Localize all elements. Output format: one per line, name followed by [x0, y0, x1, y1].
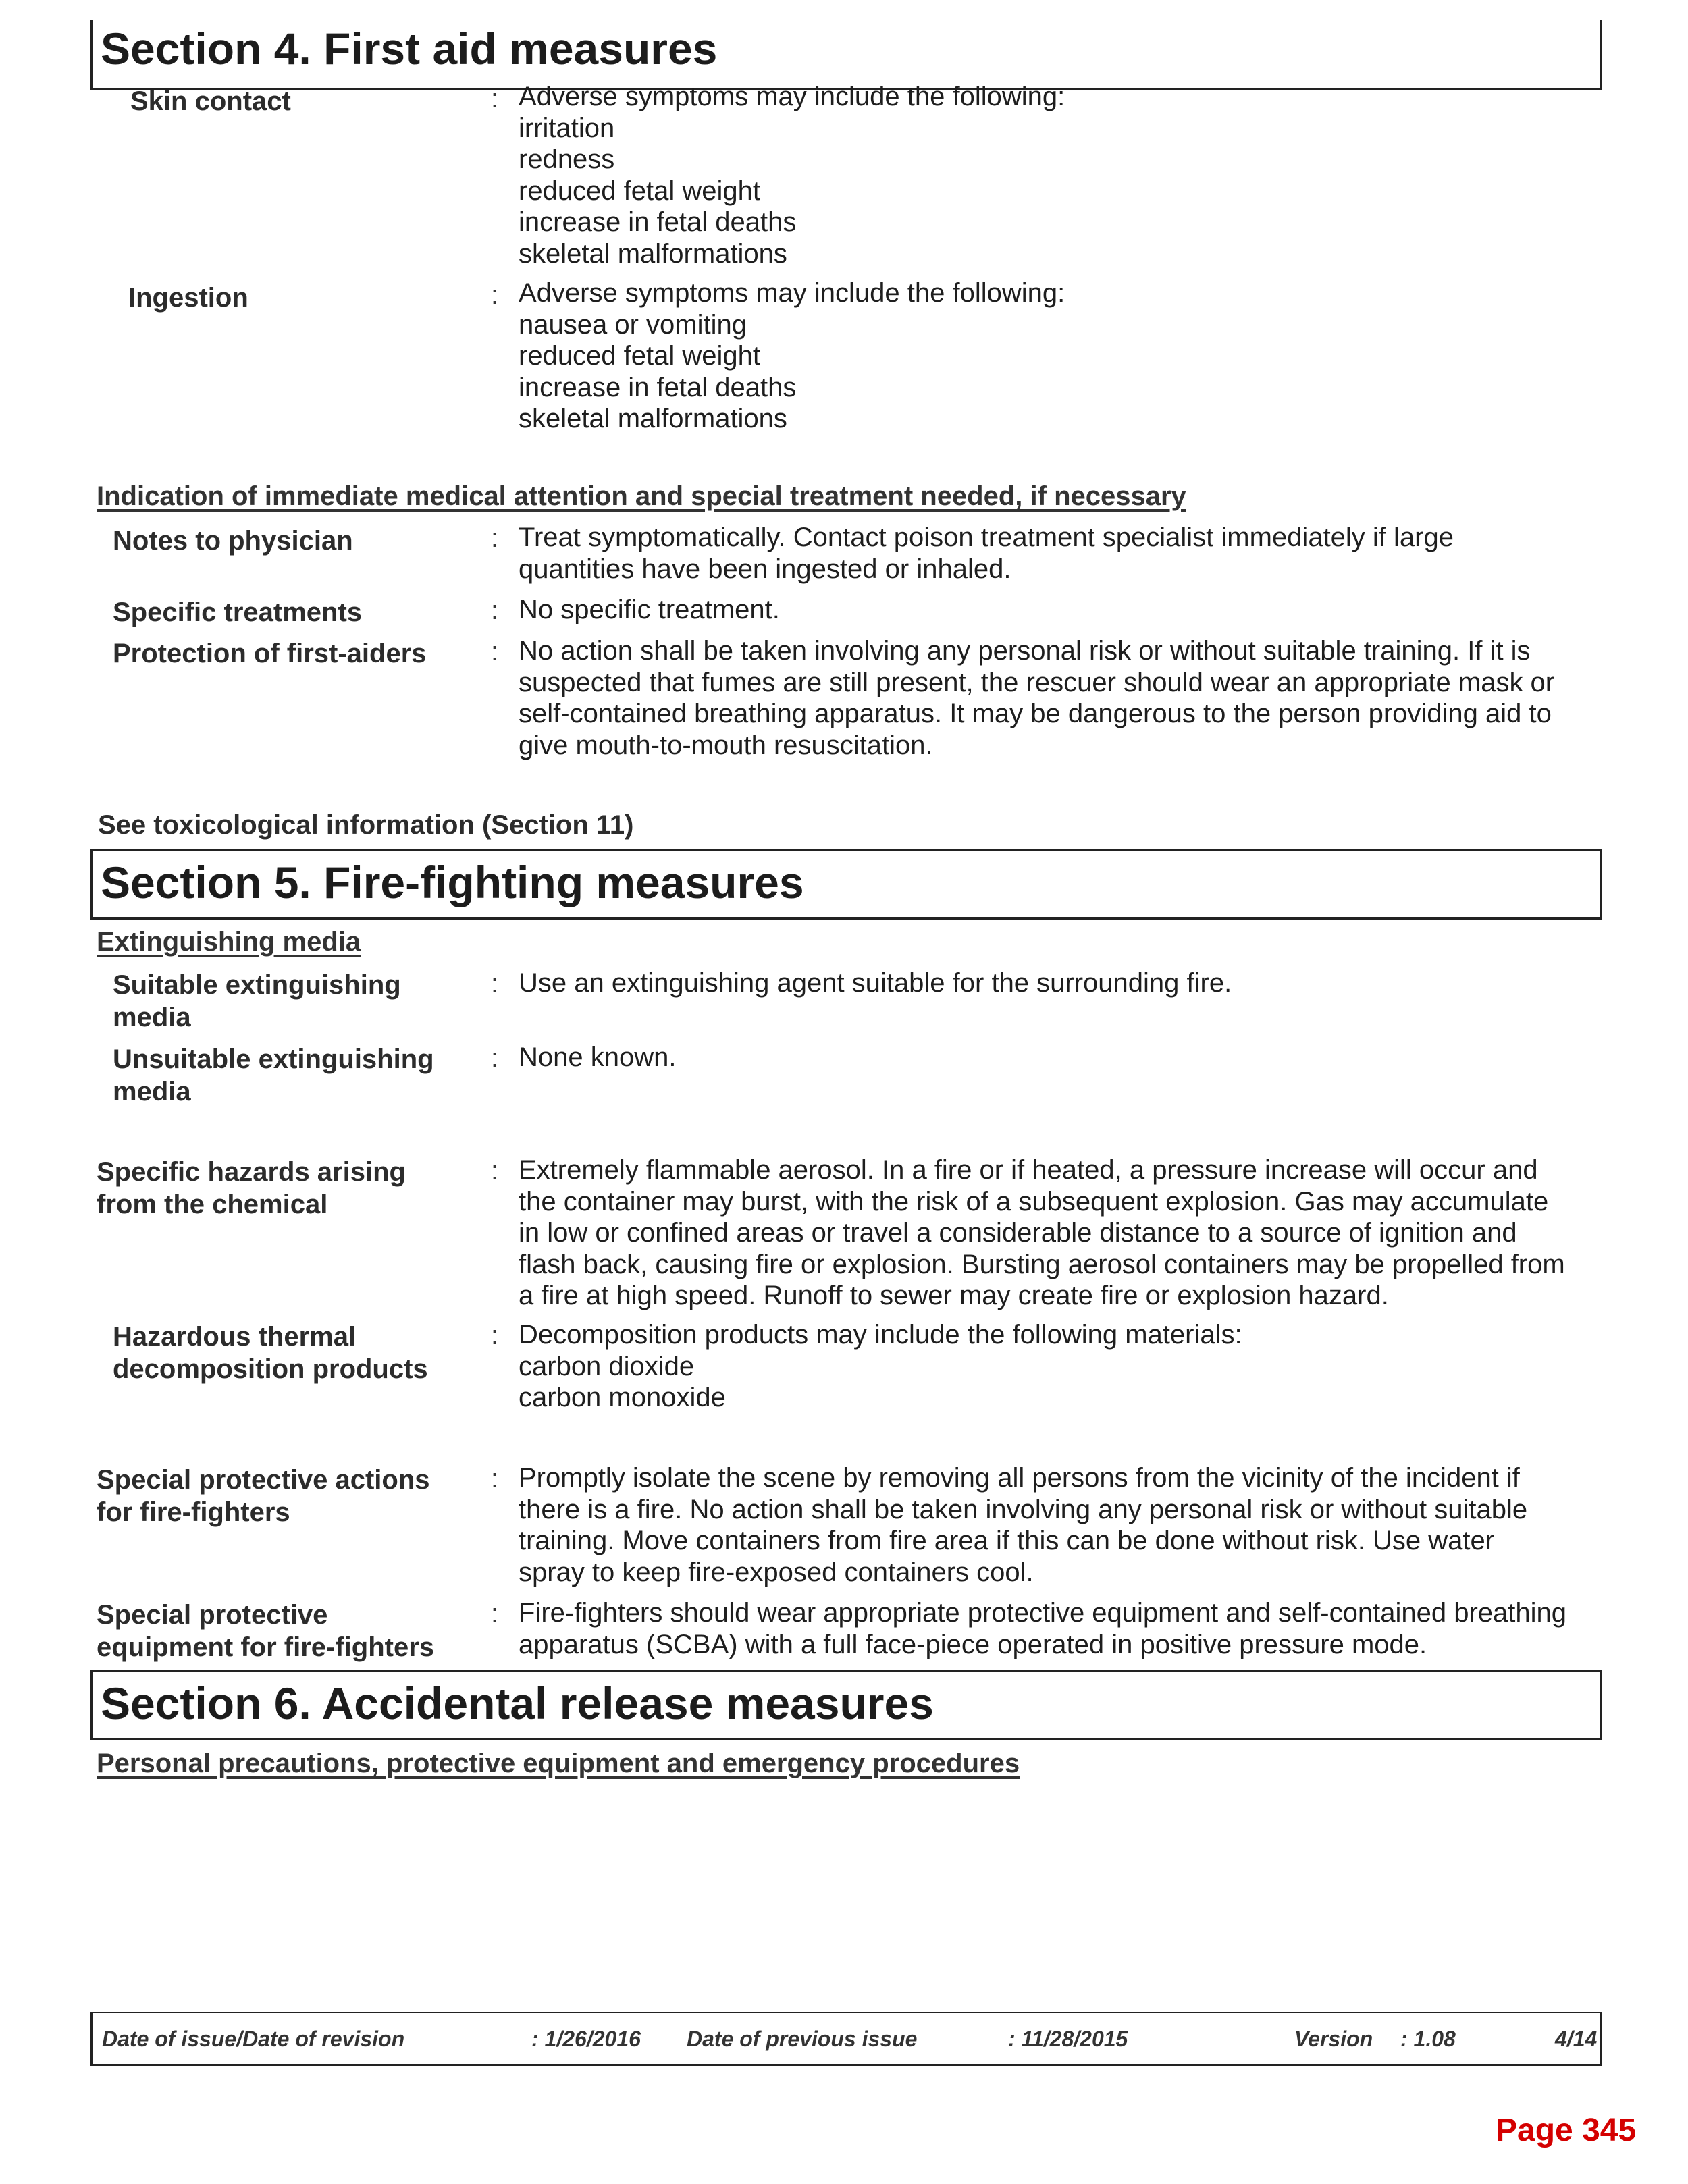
specific-treatments-colon: : [491, 595, 499, 625]
ingestion-value [519, 277, 1599, 435]
suitable-value [519, 967, 1599, 999]
special-equipment-line: apparatus (SCBA) with a full face-piece operated in positive pressure mode. [519, 1629, 1427, 1659]
protection-line: suspected that fumes are still present, the rescuer should wear an appropriate mask or [519, 667, 1555, 697]
footer-date-value: : 1/26/2016 [531, 2027, 641, 2051]
section-4-header [90, 20, 1602, 90]
hazardous-thermal-line: carbon dioxide [519, 1351, 695, 1381]
skin-contact-line: reduced fetal weight [519, 176, 761, 206]
unsuitable-label-line: Unsuitable extinguishing [113, 1044, 434, 1074]
hazardous-thermal-value [519, 1319, 1599, 1414]
specific-hazards-line: the container may burst, with the risk of a subsequent explosion. Gas may accumulate [519, 1186, 1549, 1217]
personal-precautions-subheading: Personal precautions, protective equipment and emergency procedures [97, 1749, 1020, 1778]
special-actions-line: spray to keep fire-exposed containers cool. [519, 1557, 1034, 1587]
specific-hazards-line: a fire at high speed. Runoff to sewer may create fire or explosion hazard. [519, 1281, 1389, 1310]
unsuitable-label-line: media [113, 1077, 191, 1107]
specific-hazards-colon: : [491, 1156, 499, 1186]
ingestion-colon: : [491, 280, 499, 310]
protection-first-aiders-value [519, 635, 1599, 761]
skin-contact-colon: : [491, 84, 499, 113]
notes-to-physician-colon: : [491, 523, 499, 553]
section-5-header [90, 849, 1602, 920]
skin-contact-line: redness [519, 144, 615, 174]
special-equipment-colon: : [491, 1599, 499, 1628]
specific-hazards-label-line: Specific hazards arising [97, 1157, 406, 1187]
skin-contact-label: Skin contact [130, 86, 291, 116]
section-5-title: Section 5. Fire-fighting measures [101, 857, 804, 907]
special-equipment-value [519, 1597, 1599, 1660]
protection-first-aiders-label: Protection of first-aiders [113, 639, 427, 668]
notes-to-physician-value [519, 522, 1599, 585]
special-actions-label-line: Special protective actions [97, 1465, 430, 1495]
unsuitable-extinguishing-label [113, 1043, 434, 1108]
skin-contact-value [519, 81, 1599, 269]
special-actions-line: training. Move containers from fire area if this can be done without risk. Use water [519, 1526, 1495, 1555]
ingestion-line: skeletal malformations [519, 404, 787, 433]
ingestion-line: reduced fetal weight [519, 341, 761, 371]
suitable-line: Use an extinguishing agent suitable for the surrounding fire. [519, 968, 1232, 998]
suitable-label-line: Suitable extinguishing [113, 970, 401, 1000]
hazardous-thermal-label [113, 1321, 428, 1385]
suitable-extinguishing-label [113, 969, 401, 1034]
protection-line: self-contained breathing apparatus. It may be dangerous to the person providing aid to [519, 699, 1552, 728]
footer-previous-value: : 11/28/2015 [1008, 2027, 1128, 2051]
special-actions-line: Promptly isolate the scene by removing all persons from the vicinity of the incident if [519, 1463, 1520, 1493]
hazardous-thermal-label-line: decomposition products [113, 1354, 428, 1384]
extinguishing-media-subheading: Extinguishing media [97, 927, 361, 957]
medical-attention-subheading: Indication of immediate medical attention and special treatment needed, if necessary [97, 481, 1186, 511]
section-4-title: Section 4. First aid measures [101, 24, 718, 74]
specific-hazards-line: in low or confined areas or travel a considerable distance to a source of ignition and [519, 1218, 1517, 1248]
page-footer [90, 2012, 1602, 2066]
footer-version-value: : 1.08 [1400, 2027, 1456, 2051]
hazardous-thermal-colon: : [491, 1321, 499, 1350]
section-6-title: Section 6. Accidental release measures [101, 1678, 934, 1728]
specific-treatments-label: Specific treatments [113, 597, 363, 627]
footer-previous-label: Date of previous issue [687, 2027, 918, 2051]
footer-date-label: Date of issue/Date of revision [102, 2027, 405, 2051]
notes-to-physician-label: Notes to physician [113, 526, 353, 556]
specific-hazards-line: Extremely flammable aerosol. In a fire or if heated, a pressure increase will occur and [519, 1155, 1538, 1185]
skin-contact-line: irritation [519, 113, 615, 143]
suitable-colon: : [491, 969, 499, 998]
unsuitable-value [519, 1042, 1599, 1073]
unsuitable-colon: : [491, 1043, 499, 1073]
footer-version-label: Version [1294, 2027, 1373, 2051]
protection-first-aiders-colon: : [491, 637, 499, 666]
skin-contact-line: Adverse symptoms may include the following: [519, 82, 1065, 111]
hazardous-thermal-line: Decomposition products may include the following materials: [519, 1320, 1242, 1350]
specific-treatments-line: No specific treatment. [519, 595, 780, 624]
ingestion-line: Adverse symptoms may include the following: [519, 278, 1065, 308]
specific-hazards-line: flash back, causing fire or explosion. Bursting aerosol containers may be propelled from [519, 1249, 1565, 1279]
special-actions-label [97, 1464, 430, 1528]
page-stamp: Page 345 [1496, 2112, 1637, 2148]
skin-contact-line: skeletal malformations [519, 238, 787, 269]
notes-line: Treat symptomatically. Contact poison treatment specialist immediately if large [519, 523, 1454, 552]
hazardous-thermal-line: carbon monoxide [519, 1383, 726, 1412]
special-equipment-line: Fire-fighters should wear appropriate protective equipment and self-contained breathing [519, 1598, 1567, 1628]
specific-hazards-label [97, 1156, 406, 1221]
skin-contact-line: increase in fetal deaths [519, 207, 797, 237]
protection-line: No action shall be taken involving any personal risk or without suitable training. If it is [519, 636, 1531, 666]
suitable-label-line: media [113, 1003, 191, 1032]
special-equipment-label [97, 1599, 434, 1663]
ingestion-label: Ingestion [128, 283, 248, 313]
special-actions-value [519, 1462, 1599, 1588]
specific-hazards-value [519, 1154, 1599, 1312]
special-actions-colon: : [491, 1464, 499, 1493]
ingestion-line: increase in fetal deaths [519, 372, 797, 402]
see-toxicological-note: See toxicological information (Section 11) [98, 810, 634, 840]
hazardous-thermal-label-line: Hazardous thermal [113, 1322, 357, 1352]
ingestion-line: nausea or vomiting [519, 309, 747, 340]
specific-hazards-label-line: from the chemical [97, 1190, 328, 1219]
section-6-header [90, 1670, 1602, 1740]
special-equipment-label-line: equipment for fire-fighters [97, 1632, 435, 1662]
special-actions-label-line: for fire-fighters [97, 1497, 290, 1527]
specific-treatments-value [519, 594, 1599, 626]
notes-line: quantities have been ingested or inhaled. [519, 554, 1011, 584]
special-equipment-label-line: Special protective [97, 1600, 328, 1630]
unsuitable-line: None known. [519, 1042, 677, 1072]
footer-page-count: 4/14 [1555, 2027, 1598, 2051]
special-actions-line: there is a fire. No action shall be taken involving any personal risk or without suitable [519, 1494, 1528, 1524]
protection-line: give mouth-to-mouth resuscitation. [519, 730, 933, 760]
